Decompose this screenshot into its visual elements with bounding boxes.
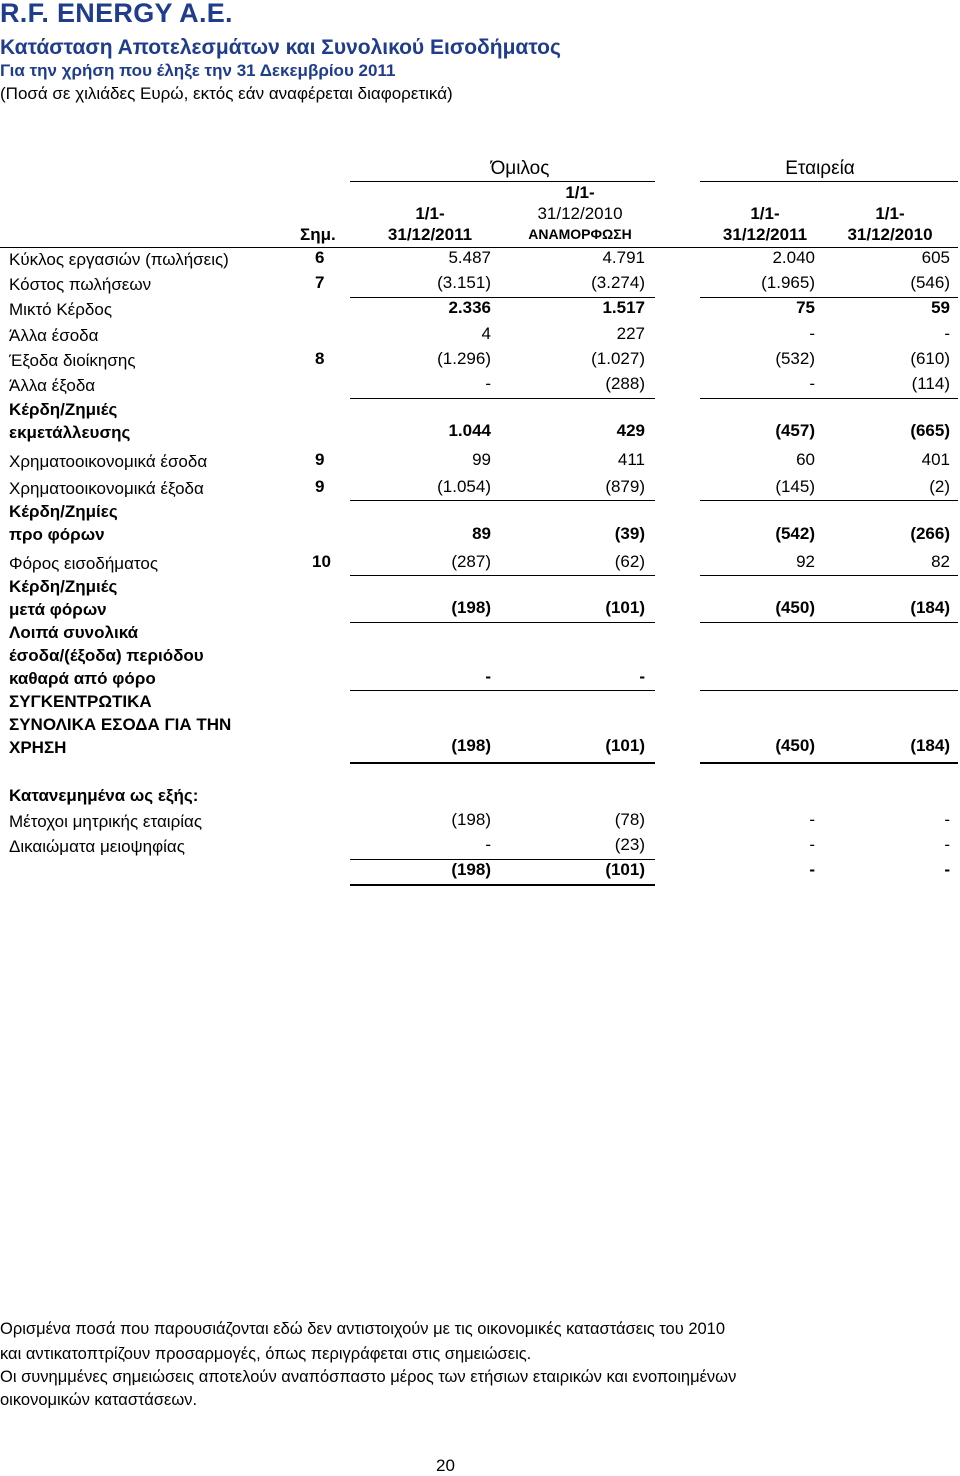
rule-oci-co — [700, 622, 958, 623]
row-operating-result-label — [9, 398, 130, 444]
row-admin-expenses-v2: (1.027) — [591, 349, 645, 368]
row-admin-expenses-v4: (610) — [910, 349, 950, 368]
allocation-heading: Κατανεμημένα ως εξής: — [9, 786, 199, 805]
row-oci-v1: - — [485, 667, 491, 686]
row-total-comprehensive-v2: (101) — [605, 736, 645, 755]
alloc-parent-label: Μέτοχοι μητρικής εταιρίας — [9, 812, 203, 831]
row-revenue-note: 6 — [315, 248, 325, 267]
company-header-rule — [700, 181, 958, 182]
row-finance-income-v1: 99 — [472, 450, 491, 469]
row-other-income-v4: - — [944, 324, 950, 343]
row-aftertax-label-l2: μετά φόρων — [9, 600, 107, 619]
row-finance-income-v3: 60 — [796, 450, 815, 469]
row-cost-of-sales-v1: (3.151) — [437, 273, 491, 292]
row-income-tax-v4: 82 — [931, 552, 950, 571]
rule-operating-co — [700, 398, 958, 399]
row-total-comprehensive-v1: (198) — [451, 736, 491, 755]
row-pretax-v2: (39) — [614, 524, 645, 543]
col4-header-line1: 1/1- — [875, 204, 905, 223]
row-cost-of-sales-v2: (3.274) — [591, 273, 645, 292]
row-admin-expenses-v3: (532) — [775, 349, 815, 368]
rule-total-double — [350, 762, 655, 764]
col2-header-line3: ΑΝΑΜΟΡΦΩΣΗ — [528, 226, 632, 242]
alloc-minority-v4: - — [944, 835, 950, 854]
rule-pretax-co — [700, 500, 958, 501]
row-other-expenses-label: Άλλα έξοδα — [9, 376, 96, 395]
row-finance-costs-note: 9 — [315, 477, 325, 496]
row-total-comprehensive-label — [9, 690, 231, 759]
row-finance-income-v4: 401 — [921, 450, 950, 469]
col1-header-line1: 1/1- — [415, 204, 445, 223]
row-gross-profit-v3: 75 — [796, 298, 815, 317]
row-gross-profit-label: Μικτό Κέρδος — [9, 300, 113, 319]
row-aftertax-v1: (198) — [451, 598, 491, 617]
row-gross-profit-v1: 2.336 — [448, 298, 491, 317]
company-header: Εταιρεία — [785, 158, 855, 179]
alloc-minority-v1: - — [485, 835, 491, 854]
col2-header — [505, 182, 655, 245]
row-finance-costs-v3: (145) — [775, 477, 815, 496]
row-total-comprehensive-v3: (450) — [775, 736, 815, 755]
rule-gross-co — [700, 297, 958, 298]
row-pretax-v1: 89 — [472, 524, 491, 543]
col3-header-line2: 31/12/2011 — [722, 225, 808, 244]
row-operating-result-v3: (457) — [775, 421, 815, 440]
row-revenue-v4: 605 — [921, 248, 950, 267]
row-operating-result-label-l2: εκμετάλλευσης — [9, 423, 131, 442]
row-income-tax-note: 10 — [312, 552, 331, 571]
row-total-comprehensive-label-l2: ΣΥΝΟΛΙΚΑ ΕΣΟΔΑ ΓΙΑ ΤΗΝ — [9, 715, 232, 734]
note-column-header: Σημ. — [300, 225, 336, 244]
row-admin-expenses-note: 8 — [315, 349, 325, 368]
row-admin-expenses-label: Έξοδα διοίκησης — [9, 351, 136, 370]
col2-header-line1: 1/1- — [565, 183, 595, 202]
page-number: 20 — [436, 1456, 455, 1475]
alloc-minority-label: Δικαιώματα μειοψηφίας — [9, 837, 185, 856]
row-oci-label-l3: καθαρά από φόρο — [9, 669, 156, 688]
row-operating-result-label-l1: Κέρδη/Ζημιές — [9, 400, 118, 419]
footnote-line-2: και αντικατοπτρίζουν προσαρμογές, όπως περιγράφεται στις σημειώσεις. — [0, 1345, 532, 1363]
rule-aftertax-co — [700, 575, 958, 576]
row-finance-costs-v1: (1.054) — [437, 477, 491, 496]
row-total-comprehensive-label-l3: ΧΡΗΣΗ — [9, 738, 67, 757]
row-aftertax-label-l1: Κέρδη/Ζημιές — [9, 577, 118, 596]
rule-total — [350, 690, 655, 691]
col4-header-line2: 31/12/2010 — [847, 225, 933, 244]
row-revenue-v1: 5.487 — [448, 248, 491, 267]
statement-title: Κατάσταση Αποτελεσμάτων και Συνολικού Εισοδήματος — [0, 36, 561, 59]
row-cost-of-sales-v3: (1.965) — [761, 273, 815, 292]
row-total-comprehensive-label-l1: ΣΥΓΚΕΝΤΡΩΤΙΚΑ — [9, 692, 152, 711]
row-other-income-label: Άλλα έσοδα — [9, 326, 99, 345]
rule-total-double-co — [700, 762, 958, 764]
row-revenue-v3: 2.040 — [772, 248, 815, 267]
col3-header-line1: 1/1- — [750, 204, 780, 223]
group-header: Όμιλος — [490, 158, 550, 179]
row-aftertax-label — [9, 575, 117, 621]
row-finance-costs-v2: (879) — [605, 477, 645, 496]
col3-header — [695, 203, 835, 245]
row-total-comprehensive-v4: (184) — [910, 736, 950, 755]
col2-header-line2: 31/12/2010 — [537, 204, 623, 223]
row-pretax-label-l1: Κέρδη/Ζημίες — [9, 502, 118, 521]
row-other-expenses-v2: (288) — [605, 374, 645, 393]
col1-header — [360, 203, 500, 245]
row-other-expenses-v3: - — [809, 374, 815, 393]
row-other-expenses-v1: - — [485, 374, 491, 393]
row-finance-income-v2: 411 — [617, 450, 645, 469]
row-operating-result-v4: (665) — [910, 421, 950, 440]
row-oci-label-l1: Λοιπά συνολικά — [9, 623, 139, 642]
row-aftertax-v3: (450) — [775, 598, 815, 617]
row-operating-result-v2: 429 — [616, 421, 645, 440]
row-oci-v2: - — [639, 667, 645, 686]
rule-alloc-double — [350, 884, 655, 886]
row-cost-of-sales-note: 7 — [315, 273, 325, 292]
row-finance-income-note: 9 — [315, 450, 325, 469]
footnote-line-3: Οι συνημμένες σημειώσεις αποτελούν αναπόσπαστο μέρος των ετήσιων εταιρικών και ενοποιημένων — [0, 1368, 737, 1386]
alloc-minority-v3: - — [809, 835, 815, 854]
row-revenue-label: Κύκλος εργασιών (πωλήσεις) — [9, 250, 229, 269]
row-pretax-label-l2: προ φόρων — [9, 525, 105, 544]
rule-oci — [350, 622, 655, 623]
row-revenue-v2: 4.791 — [602, 248, 645, 267]
row-other-income-v2: 227 — [616, 324, 645, 343]
col1-header-line2: 31/12/2011 — [387, 225, 473, 244]
row-other-income-v3: - — [809, 324, 815, 343]
row-cost-of-sales-label: Κόστος πωλήσεων — [9, 275, 152, 294]
alloc-total-v4: - — [944, 860, 950, 879]
units-note: (Ποσά σε χιλιάδες Ευρώ, εκτός εάν αναφέρεται διαφορετικά) — [0, 84, 453, 103]
alloc-total-v1: (198) — [451, 860, 491, 879]
footnote-line-4: οικονομικών καταστάσεων. — [0, 1391, 198, 1409]
row-finance-costs-v4: (2) — [929, 477, 950, 496]
row-aftertax-v4: (184) — [910, 598, 950, 617]
alloc-minority-v2: (23) — [614, 835, 645, 854]
company-name: R.F. ENERGY A.E. — [0, 0, 233, 28]
row-other-income-v1: 4 — [481, 324, 491, 343]
alloc-total-v3: - — [809, 860, 815, 879]
rule-aftertax — [350, 575, 655, 576]
row-income-tax-v3: 92 — [796, 552, 815, 571]
footnote-line-1: Ορισμένα ποσά που παρουσιάζονται εδώ δεν αντιστοιχούν με τις οικονομικές καταστάσεις του 2010 — [0, 1320, 726, 1338]
row-pretax-v3: (542) — [775, 524, 815, 543]
alloc-parent-v1: (198) — [451, 810, 491, 829]
row-operating-result-v1: 1.044 — [448, 421, 491, 440]
rule-total-co — [700, 690, 958, 691]
row-pretax-label — [9, 500, 118, 546]
rule-pretax — [350, 500, 655, 501]
alloc-parent-v4: - — [944, 810, 950, 829]
row-gross-profit-v4: 59 — [931, 298, 950, 317]
row-cost-of-sales-v4: (546) — [910, 273, 950, 292]
row-pretax-v4: (266) — [910, 524, 950, 543]
row-admin-expenses-v1: (1.296) — [437, 349, 491, 368]
col4-header — [820, 203, 960, 245]
row-oci-label-l2: έσοδα/(έξοδα) περιόδου — [9, 646, 204, 665]
alloc-parent-v3: - — [809, 810, 815, 829]
alloc-total-v2: (101) — [605, 860, 645, 879]
rule-operating — [350, 398, 655, 399]
row-finance-income-label: Χρηματοοικονομικά έσοδα — [9, 452, 208, 471]
row-gross-profit-v2: 1.517 — [602, 298, 645, 317]
row-income-tax-v1: (287) — [451, 552, 491, 571]
row-aftertax-v2: (101) — [605, 598, 645, 617]
row-income-tax-label: Φόρος εισοδήματος — [9, 554, 159, 573]
row-finance-costs-label: Χρηματοοικονομικά έξοδα — [9, 479, 204, 498]
alloc-parent-v2: (78) — [614, 810, 645, 829]
row-income-tax-v2: (62) — [614, 552, 645, 571]
period-subtitle: Για την χρήση που έληξε την 31 Δεκεμβρίου 2011 — [0, 61, 396, 80]
row-other-expenses-v4: (114) — [911, 374, 950, 393]
row-oci-label — [9, 621, 204, 690]
